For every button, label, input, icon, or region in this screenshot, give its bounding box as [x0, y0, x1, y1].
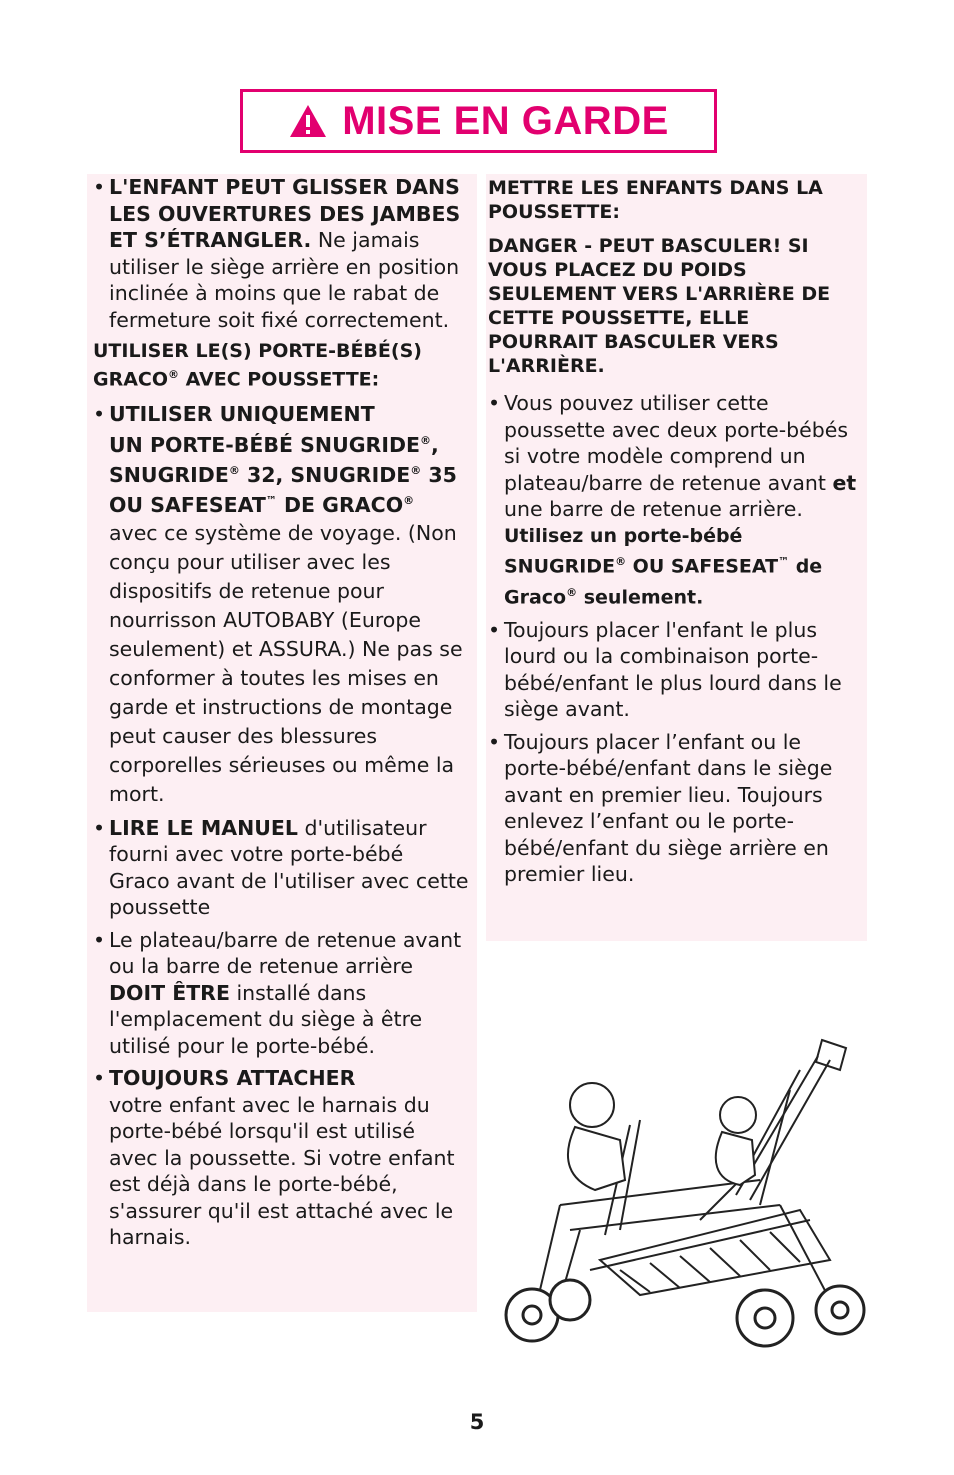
list-item-heavier-child — [488, 617, 863, 723]
list-item-two-carriers — [488, 390, 863, 611]
carrier-only-line-1: UTILISER UNIQUEMENT — [109, 402, 375, 427]
carrier-only-line-3: SNUGRIDE® 32, SNUGRIDE® 35 — [109, 462, 457, 487]
heavier-child-text: Toujours placer l'enfant le plus lourd ou la combinaison porte-bébé/enfant le plus lourd dans le siège avant. — [504, 617, 842, 722]
read-manual-text: d'utilisateur fourni avec votre porte-bébé Graco avant de l'utiliser avec cette poussette — [109, 815, 469, 920]
danger-heading: DANGER - PEUT BASCULER! SI VOUS PLACEZ DU POIDS SEULEMENT VERS L'ARRIÈRE DE CETTE POUSSETTE, ELLE POURRAIT BASCULER VERS L'ARRIÈRE. — [488, 235, 831, 377]
always-attach-label: TOUJOURS ATTACHER — [109, 1066, 356, 1091]
carrier-only-line-2: UN PORTE-BÉBÉ SNUGRIDE®, — [109, 432, 439, 457]
bullet: • — [93, 815, 106, 840]
carrier-only-text: avec ce système de voyage. (Non conçu pour utiliser avec les dispositifs de retenue pour nourrisson AUTOBABY (Europe seulement) et ASSURA.) Ne pas se conformer à toutes les mises en garde et instructions de montage peut causer des blessures corporelles sérieuses ou même la mort. — [109, 520, 463, 806]
tandem-stroller-illustration — [500, 1030, 870, 1350]
page-number: 5 — [469, 1410, 485, 1434]
list-item-tray — [93, 927, 469, 1060]
list-item-leg-openings — [93, 174, 469, 333]
front-first-text: Toujours placer l’enfant ou le porte-bébé/enfant dans le siège avant en premier lieu. Toujours enlevez l’enfant ou le porte-bébé/enfant du siège arrière en premier lieu. — [504, 729, 833, 887]
read-manual-label: LIRE LE MANUEL — [109, 815, 298, 840]
warning-triangle-icon — [288, 103, 328, 139]
bullet: • — [488, 617, 501, 642]
children-heading: METTRE LES ENFANTS DANS LA POUSSETTE: — [488, 177, 823, 223]
leg-openings-text: Ne jamais utiliser le siège arrière en position inclinée à moins que le rabat de fermeture soit fixé correctement. — [109, 228, 460, 332]
warning-banner — [240, 89, 717, 153]
leg-openings-warning: L'ENFANT PEUT GLISSER DANS LES OUVERTURES DES JAMBES ET S’ÉTRANGLER. — [109, 175, 461, 252]
two-carriers-text-2: une barre de retenue arrière. — [504, 497, 803, 521]
always-attach-text: votre enfant avec le harnais du porte-bébé lorsqu'il est utilisé avec la poussette. Si votre enfant est déjà dans le porte-bébé, s'assurer qu'il est attaché avec le harnais. — [109, 1092, 455, 1250]
bullet: • — [93, 927, 106, 952]
bullet: • — [488, 391, 501, 415]
two-carriers-text: Vous pouvez utiliser cette poussette avec deux porte-bébés si votre modèle comprend un plateau/barre de retenue avant — [504, 391, 849, 495]
right-column — [486, 174, 867, 941]
tray-must: DOIT ÊTRE — [109, 980, 230, 1005]
tray-text-b: installé dans l'emplacement du siège à être utilisé pour le porte-bébé. — [109, 980, 423, 1058]
list-item-front-first — [488, 729, 863, 888]
infant-carrier-heading: UTILISER LE(S) PORTE-BÉBÉ(S) GRACO® AVEC POUSSETTE: — [93, 340, 422, 391]
bullet: • — [93, 402, 106, 427]
list-item-carrier-only — [93, 401, 469, 808]
bullet: • — [488, 729, 501, 754]
carrier-only-line-4: OU SAFESEAT™ DE GRACO® — [109, 493, 415, 518]
left-column — [87, 174, 477, 1312]
banner-title: MISE EN GARDE — [342, 98, 669, 143]
bullet: • — [93, 1066, 106, 1091]
list-item-read-manual — [93, 815, 469, 921]
two-carriers-et: et — [832, 470, 857, 495]
two-carriers-bold: Utilisez un porte-bébé SNUGRIDE® OU SAFESEAT™ de Graco® seulement. — [504, 524, 823, 609]
list-item-always-attach — [93, 1065, 469, 1251]
bullet: • — [93, 175, 106, 199]
tray-text-a: Le plateau/barre de retenue avant ou la barre de retenue arrière — [109, 927, 462, 979]
